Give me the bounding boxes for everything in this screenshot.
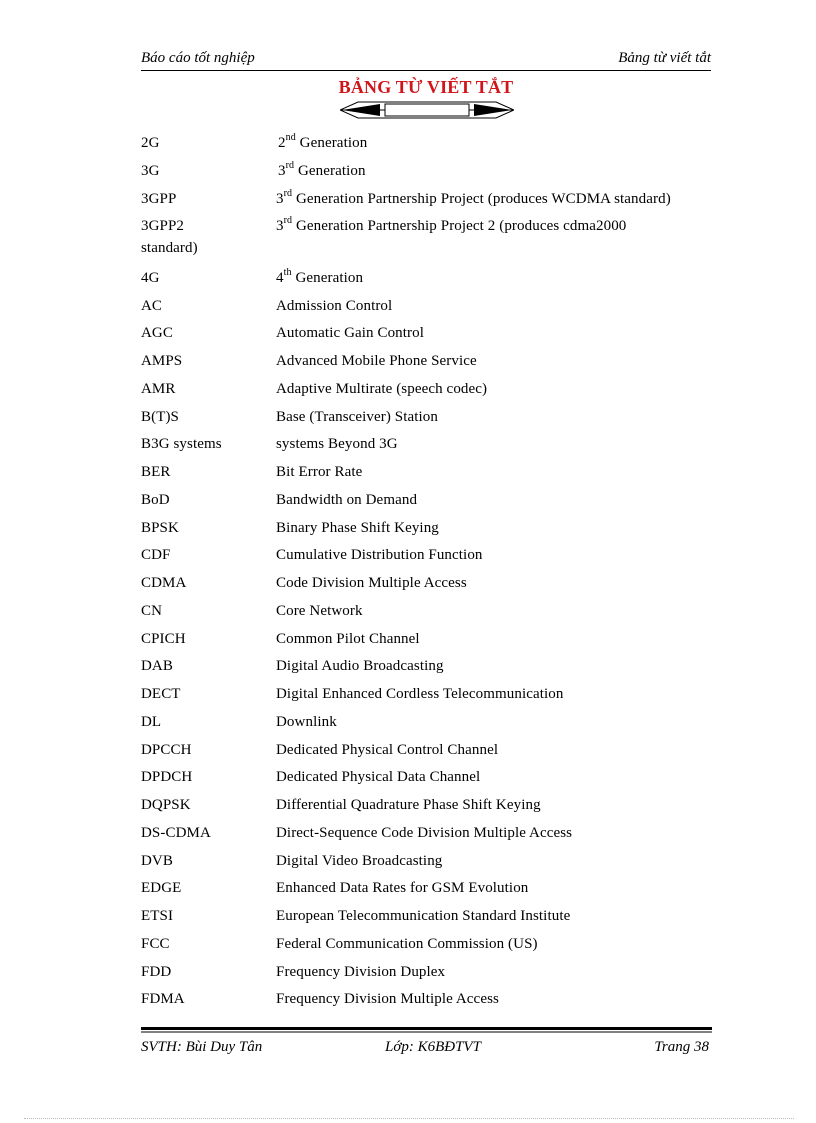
abbreviation-term: 3GPP2 (141, 218, 185, 235)
abbreviation-definition: Automatic Gain Control (276, 325, 425, 342)
abbreviation-definition (278, 132, 367, 154)
abbreviation-definition (276, 188, 671, 210)
abbreviation-term: BPSK (141, 519, 179, 536)
header-right-text: Bảng từ viết tắt (618, 50, 711, 66)
definition-continuation: standard) (141, 240, 198, 257)
ordinal-number: 3 (278, 162, 286, 179)
abbreviation-definition (276, 215, 626, 237)
ordinal-number: 4 (276, 269, 284, 286)
abbreviation-term: CN (141, 602, 163, 619)
abbreviation-term: 2G (141, 135, 160, 151)
abbreviation-term: EDGE (141, 880, 182, 897)
page-bottom-edge (24, 1118, 794, 1119)
abbreviation-definition: Core Network (276, 602, 363, 619)
abbreviation-term: 3GPP (141, 190, 177, 207)
abbreviation-definition: Federal Communication Commission (US) (276, 935, 538, 952)
abbreviation-term: DVB (141, 852, 173, 869)
abbreviation-term: CDF (141, 547, 171, 564)
abbreviation-definition (276, 267, 363, 289)
abbreviation-definition: Dedicated Physical Control Channel (276, 741, 499, 758)
abbreviation-term: AGC (141, 325, 173, 342)
abbreviation-definition: systems Beyond 3G (276, 436, 398, 453)
abbreviation-term: DAB (141, 658, 173, 675)
abbreviation-definition: Base (Transceiver) Station (276, 408, 439, 425)
header-left-text: Báo cáo tốt nghiệp (141, 50, 255, 66)
abbreviation-definition: Enhanced Data Rates for GSM Evolution (276, 880, 529, 897)
abbreviation-term: AC (141, 297, 163, 314)
abbreviation-term: DQPSK (141, 797, 191, 813)
ordinal-number: 2 (278, 135, 286, 151)
abbreviation-term: BER (141, 464, 171, 480)
ordinal-suffix: rd (283, 215, 293, 227)
ordinal-suffix: nd (285, 132, 296, 143)
abbreviation-definition: Adaptive Multirate (speech codec) (276, 380, 488, 397)
abbreviation-term: FDMA (141, 991, 185, 1008)
abbreviation-term: DPDCH (141, 769, 193, 786)
abbreviation-definition: Digital Enhanced Cordless Telecommunication (276, 686, 564, 702)
abbreviation-term: 4G (141, 269, 160, 286)
abbreviation-term: DS-CDMA (141, 824, 211, 841)
abbreviation-term: ETSI (141, 908, 174, 924)
definition-text: Generation (295, 135, 368, 151)
abbreviation-term: BoD (141, 491, 170, 508)
footer-class: Lớp: K6BĐTVT (385, 1039, 481, 1055)
abbreviation-definition: Bandwidth on Demand (276, 491, 418, 508)
abbreviation-definition: Binary Phase Shift Keying (276, 519, 439, 536)
abbreviation-term: AMPS (141, 353, 183, 369)
abbreviation-definition: Frequency Division Duplex (276, 963, 446, 980)
footer-rule (141, 1027, 712, 1033)
abbreviation-definition: Differential Quadrature Phase Shift Keying (276, 797, 541, 813)
abbreviation-term: AMR (141, 380, 176, 397)
abbreviation-definition (278, 160, 366, 182)
abbreviation-term: CDMA (141, 575, 187, 591)
definition-text: Generation Partnership Project (produces WCDMA standard) (292, 190, 671, 207)
abbreviation-term: B3G systems (141, 436, 222, 453)
page-title: BẢNG TỪ VIẾT TẮT (338, 77, 514, 97)
definition-text: Generation (294, 162, 366, 179)
abbreviation-definition: Advanced Mobile Phone Service (276, 353, 477, 369)
abbreviation-term: FDD (141, 963, 172, 980)
abbreviation-term: FCC (141, 935, 170, 952)
definition-text: Generation Partnership Project 2 (produces cdma2000 (292, 218, 627, 235)
abbreviation-definition: Dedicated Physical Data Channel (276, 769, 481, 786)
abbreviation-definition: Digital Audio Broadcasting (276, 658, 444, 675)
abbreviation-definition: Admission Control (276, 297, 393, 314)
title-ornament-icon (340, 101, 514, 119)
footer-page-number: Trang 38 (654, 1039, 709, 1055)
abbreviation-term: 3G (141, 162, 160, 179)
ordinal-number: 3 (276, 190, 284, 207)
abbreviation-definition: Common Pilot Channel (276, 630, 420, 647)
definition-text: Generation (291, 269, 364, 286)
abbreviation-term: DPCCH (141, 741, 192, 758)
abbreviation-term: DECT (141, 686, 181, 702)
abbreviation-term: CPICH (141, 630, 186, 647)
abbreviation-definition: Direct-Sequence Code Division Multiple Access (276, 824, 573, 841)
page-header (141, 50, 711, 71)
footer-author: SVTH: Bùi Duy Tân (141, 1039, 263, 1055)
abbreviation-definition: Digital Video Broadcasting (276, 852, 443, 869)
abbreviation-term: B(T)S (141, 408, 179, 425)
ordinal-suffix: rd (285, 159, 295, 171)
abbreviation-definition: Cumulative Distribution Function (276, 547, 483, 564)
abbreviation-definition: European Telecommunication Standard Institute (276, 908, 571, 924)
abbreviation-definition: Frequency Division Multiple Access (276, 991, 499, 1008)
ordinal-suffix: th (283, 266, 292, 278)
ordinal-suffix: rd (283, 187, 293, 199)
ordinal-number: 3 (276, 218, 284, 235)
abbreviation-definition: Downlink (276, 713, 337, 730)
abbreviation-term: DL (141, 713, 162, 730)
abbreviation-definition: Bit Error Rate (276, 464, 363, 480)
abbreviation-definition: Code Division Multiple Access (276, 575, 467, 591)
